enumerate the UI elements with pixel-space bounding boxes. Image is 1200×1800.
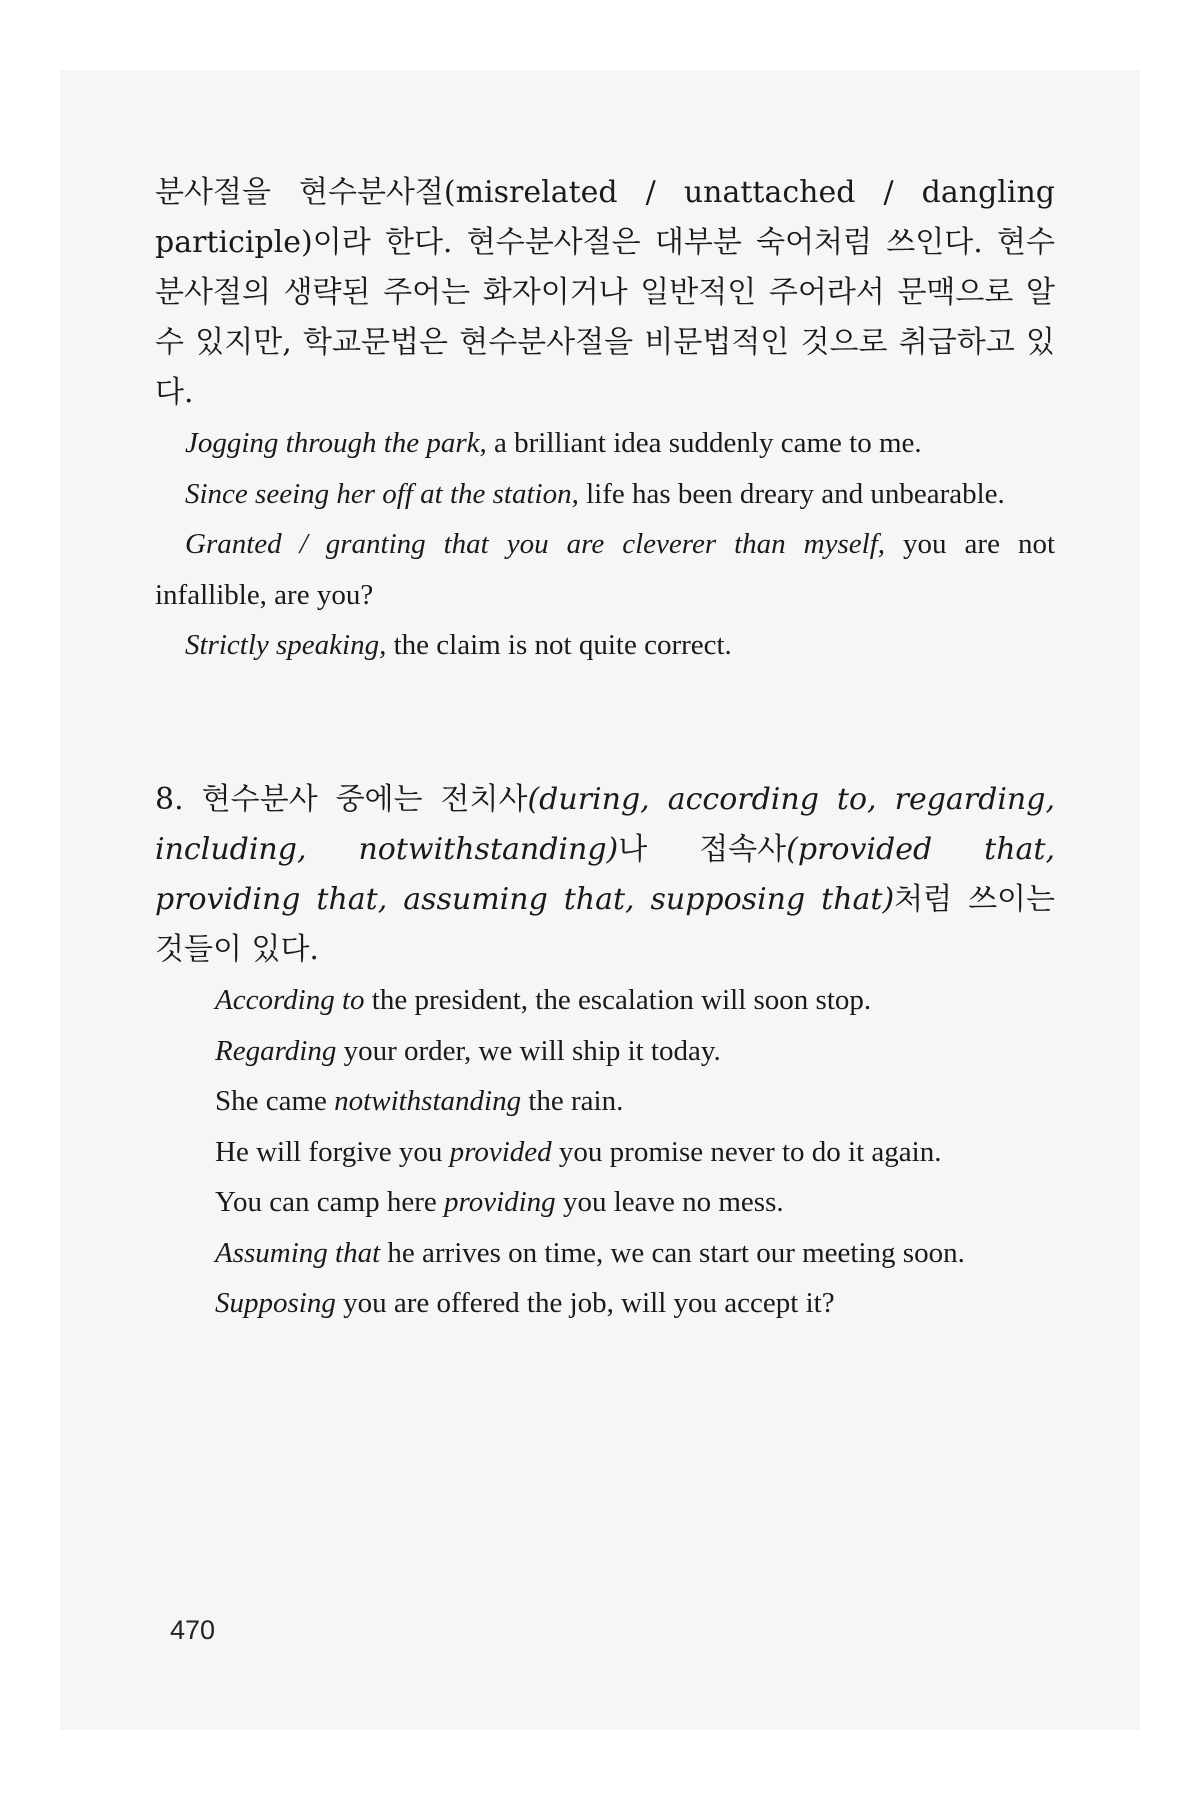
example-sentence	[215, 1026, 1065, 1077]
intro-terms: (misrelated / unattached / dangling participle)	[155, 175, 1056, 260]
example-after: your order, we will ship it today.	[336, 1034, 721, 1067]
section-8-paragraph	[155, 775, 1055, 975]
example-list-1	[155, 418, 1055, 671]
example-italic-phrase: Granted / granting that you are cleverer than myself,	[185, 528, 886, 560]
example-rest: a brilliant idea suddenly came to me.	[486, 427, 922, 459]
example-sentence	[215, 1177, 1065, 1228]
example-italic-phrase: Jogging through the park,	[185, 427, 487, 459]
example-sentence	[215, 1228, 1065, 1279]
example-italic-phrase: Since seeing her off at the station,	[185, 477, 579, 510]
section-lead: 현수분사 중에는 전치사	[183, 782, 528, 817]
section-conjunctions: (provided that, providing that, assuming that, supposing that)	[155, 832, 1055, 917]
example-rest: life has been dreary and unbearable.	[578, 477, 1005, 510]
intro-text-end: 이라 한다. 현수분사절은 대부분 숙어처럼 쓰인다. 현수분사절의 생략된 주어는 화자이거나 일반적인 주어라서 문맥으로 알 수 있지만, 학교문법은 현수분사절을 비문법적인 것으로 취급하고 있다.	[155, 225, 1055, 410]
example-rest: you are not infallible, are you?	[155, 528, 1056, 611]
example-before: She came	[215, 1085, 335, 1117]
example-sentence	[155, 418, 1055, 469]
page-number: 470	[170, 1615, 216, 1645]
example-italic-phrase: provided	[449, 1135, 552, 1168]
section-tail: 처럼 쓰이는 것들이 있다.	[155, 882, 1056, 967]
section-mid: 나 접속사	[618, 832, 787, 867]
example-after: you are offered the job, will you accept it?	[335, 1287, 835, 1319]
example-italic-phrase: notwithstanding	[334, 1085, 522, 1117]
example-italic-phrase: According to	[215, 984, 365, 1016]
example-italic-phrase: Assuming that	[215, 1236, 381, 1269]
example-list-2	[215, 975, 1065, 1329]
example-after: the rain.	[521, 1085, 624, 1117]
example-sentence	[215, 1127, 1065, 1178]
example-sentence	[155, 620, 1055, 671]
example-italic-phrase: Strictly speaking,	[185, 629, 387, 661]
example-italic-phrase: Regarding	[215, 1034, 337, 1067]
example-rest: the claim is not quite correct.	[386, 629, 732, 661]
section-number: 8.	[155, 782, 184, 817]
intro-paragraph	[155, 168, 1055, 418]
example-sentence	[215, 1076, 1065, 1127]
example-after: he arrives on time, we can start our meeting soon.	[380, 1236, 965, 1269]
intro-text-start: 분사절을 현수분사절	[155, 175, 444, 210]
example-before: He will forgive you	[215, 1135, 450, 1168]
example-sentence	[155, 519, 1055, 620]
example-sentence	[215, 1278, 1065, 1329]
example-italic-phrase: Supposing	[215, 1287, 336, 1319]
example-sentence	[215, 975, 1065, 1026]
example-sentence	[155, 469, 1055, 520]
example-before: You can camp here	[215, 1186, 444, 1218]
section-prepositions: (during, according to, regarding, including, notwithstanding)	[155, 782, 1055, 867]
example-after: the president, the escalation will soon stop.	[364, 984, 872, 1016]
example-italic-phrase: providing	[443, 1186, 556, 1218]
example-after: you promise never to do it again.	[551, 1135, 942, 1168]
example-after: you leave no mess.	[555, 1186, 784, 1218]
